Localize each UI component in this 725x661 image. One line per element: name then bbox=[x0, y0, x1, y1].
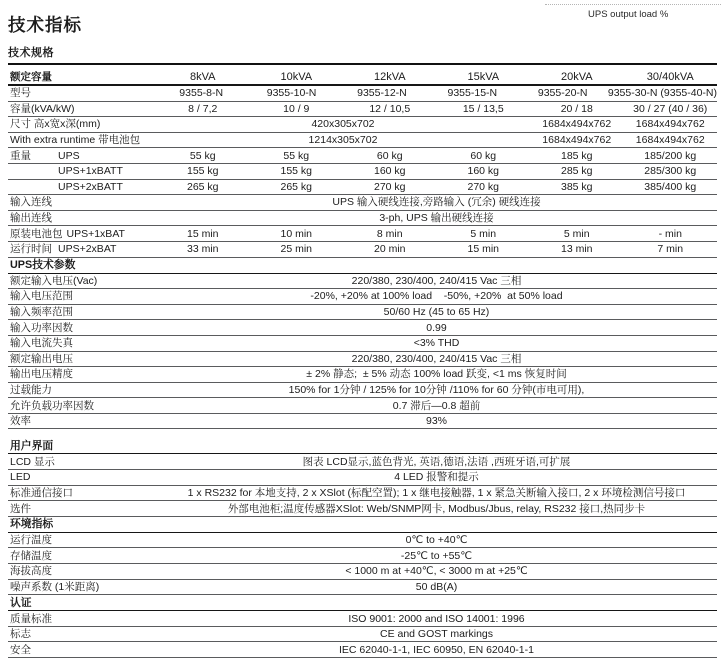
spec-row bbox=[8, 611, 717, 627]
section-header-row bbox=[8, 595, 717, 611]
row-value: ISO 9001: 2000 and ISO 14001: 1996 bbox=[348, 612, 525, 625]
spec-row bbox=[8, 274, 717, 290]
section-title: 认证 bbox=[10, 596, 32, 609]
row-values bbox=[156, 534, 717, 546]
row-value: -25℃ to +55℃ bbox=[400, 549, 473, 562]
row-label-cell bbox=[8, 487, 156, 499]
spec-row bbox=[8, 195, 717, 211]
row-label-cell bbox=[8, 290, 156, 302]
row-sublabel: UPS bbox=[58, 149, 80, 162]
spec-row bbox=[8, 470, 717, 486]
row-label-cell bbox=[8, 534, 156, 546]
spec-row bbox=[8, 336, 717, 352]
row-value: 185/200 kg bbox=[644, 149, 697, 162]
row-value: ± 2% 静态; ± 5% 动态 100% load 跃变, <1 ms 恢复时间 bbox=[306, 368, 567, 381]
section-header-row bbox=[8, 438, 717, 454]
row-label-cell bbox=[8, 353, 156, 365]
row-value: 285/300 kg bbox=[644, 165, 697, 178]
row-values bbox=[156, 368, 717, 380]
row-value: 60 kg bbox=[376, 149, 403, 162]
row-label-cell bbox=[8, 384, 156, 396]
row-value: IEC 62040-1-1, IEC 60950, EN 62040-1-1 bbox=[339, 643, 534, 656]
row-value: 1684x494x762 bbox=[635, 118, 705, 131]
row-value: 15 / 13,5 bbox=[462, 102, 504, 115]
header-label: 额定容量 bbox=[10, 70, 52, 83]
row-value: 1684x494x762 bbox=[542, 118, 612, 131]
row-label-cell bbox=[8, 150, 156, 162]
row-value: 1214x305x702 bbox=[308, 134, 378, 147]
row-values bbox=[156, 275, 717, 287]
row-value: 420x305x702 bbox=[311, 118, 375, 131]
row-values bbox=[156, 196, 717, 208]
column-header: 20kVA bbox=[560, 70, 593, 83]
row-value: 8 / 7,2 bbox=[188, 102, 218, 115]
row-value: <3% THD bbox=[413, 337, 460, 350]
spec-row bbox=[8, 211, 717, 227]
row-label: 过载能力 bbox=[10, 383, 52, 396]
row-value: 385/400 kg bbox=[644, 180, 697, 193]
row-label-cell bbox=[8, 503, 156, 515]
spec-row bbox=[8, 367, 717, 383]
row-label-cell bbox=[8, 165, 156, 177]
row-value: 9355-10-N bbox=[266, 87, 317, 100]
row-value: 160 kg bbox=[373, 165, 406, 178]
spec-table-body bbox=[8, 86, 717, 658]
row-values bbox=[156, 87, 717, 99]
row-value: 15 min bbox=[467, 243, 499, 256]
spec-row bbox=[8, 352, 717, 368]
row-value: 155 kg bbox=[186, 165, 219, 178]
row-sublabel: UPS+2xBAT bbox=[58, 243, 117, 256]
row-label: 型号 bbox=[10, 87, 31, 100]
row-label: 输入电压范围 bbox=[10, 290, 73, 303]
spec-row bbox=[8, 226, 717, 242]
spec-row bbox=[8, 486, 717, 502]
row-value: UPS 输入硬线连接,旁路输入 (冗余) 硬线连接 bbox=[332, 196, 541, 209]
row-values bbox=[156, 644, 717, 656]
row-value: 10 min bbox=[280, 227, 312, 240]
row-values bbox=[156, 134, 717, 146]
row-label-cell bbox=[8, 628, 156, 640]
chart-remnant-dotted-line bbox=[545, 4, 721, 5]
spec-row bbox=[8, 102, 717, 118]
row-value: 9355-15-N bbox=[447, 87, 498, 100]
row-value: 9355-30-N (9355-40-N) bbox=[607, 87, 718, 100]
row-value: 93% bbox=[425, 415, 447, 428]
row-values bbox=[156, 456, 717, 468]
row-value: 9355-12-N bbox=[357, 87, 407, 100]
row-value: 55 kg bbox=[189, 149, 216, 162]
spec-row bbox=[8, 242, 717, 258]
row-values bbox=[156, 165, 717, 177]
row-label-cell bbox=[8, 103, 156, 115]
row-label: 质量标准 bbox=[10, 612, 52, 625]
row-value: 265 kg bbox=[186, 180, 219, 193]
row-label: 安全 bbox=[10, 643, 31, 656]
row-value: 220/380, 230/400, 240/415 Vac 三相 bbox=[351, 274, 522, 287]
spec-row bbox=[8, 148, 717, 164]
section-title: 用户界面 bbox=[10, 439, 54, 452]
row-label: 标志 bbox=[10, 628, 31, 641]
column-header: 30/40kVA bbox=[646, 70, 694, 83]
row-label: 输入连线 bbox=[10, 196, 52, 209]
row-label: 重量 bbox=[10, 149, 31, 162]
spec-row bbox=[8, 164, 717, 180]
row-value: 265 kg bbox=[280, 180, 313, 193]
row-value: 7 min bbox=[657, 243, 684, 256]
row-label-cell bbox=[8, 118, 156, 130]
row-label-cell bbox=[8, 71, 156, 83]
row-value: 8 min bbox=[376, 227, 403, 240]
row-values bbox=[156, 353, 717, 365]
row-value: 60 kg bbox=[470, 149, 497, 162]
row-label-cell bbox=[8, 337, 156, 349]
row-label: 额定输出电压 bbox=[10, 352, 73, 365]
row-label: 容量(kVA/kW) bbox=[10, 102, 75, 115]
row-label-cell bbox=[8, 368, 156, 380]
row-values bbox=[156, 503, 717, 515]
column-header: 10kVA bbox=[280, 70, 313, 83]
row-values bbox=[156, 415, 717, 427]
row-label: 运行温度 bbox=[10, 534, 52, 547]
row-value: 0.99 bbox=[426, 321, 447, 334]
section-title: UPS技术参数 bbox=[10, 259, 76, 272]
row-value: - min bbox=[658, 227, 682, 240]
row-label: LED bbox=[10, 471, 31, 484]
spec-row bbox=[8, 320, 717, 336]
row-label: 输入电流失真 bbox=[10, 337, 73, 350]
row-value: 13 min bbox=[560, 243, 593, 256]
row-value: 30 / 27 (40 / 36) bbox=[633, 102, 708, 115]
row-values bbox=[156, 581, 717, 593]
row-value: 25 min bbox=[280, 243, 312, 256]
row-label-cell bbox=[8, 196, 156, 208]
row-label: 标准通信接口 bbox=[10, 486, 73, 499]
header-columns bbox=[156, 71, 717, 83]
row-label-cell bbox=[8, 243, 156, 255]
spec-row bbox=[8, 180, 717, 196]
row-label: 运行时间 bbox=[10, 243, 52, 256]
row-value: 50/60 Hz (45 to 65 Hz) bbox=[383, 306, 490, 319]
row-label-cell bbox=[8, 550, 156, 562]
column-header: 12kVA bbox=[373, 70, 406, 83]
row-value: < 1000 m at +40℃, < 3000 m at +25℃ bbox=[345, 565, 528, 578]
row-value: -20%, +20% at 100% load -50%, +20% at 50% load bbox=[310, 290, 563, 303]
spec-row bbox=[8, 86, 717, 102]
row-values bbox=[156, 471, 717, 483]
row-label: 选件 bbox=[10, 502, 31, 515]
row-values bbox=[156, 306, 717, 318]
row-label: 额定输入电压(Vac) bbox=[10, 274, 98, 287]
row-value: 5 min bbox=[563, 227, 590, 240]
spec-row bbox=[8, 414, 717, 430]
ups-output-load-note: UPS output load % bbox=[588, 9, 669, 20]
row-value: 3-ph, UPS 输出硬线连接 bbox=[379, 212, 494, 225]
row-label: 输入功率因数 bbox=[10, 321, 73, 334]
row-values bbox=[156, 181, 717, 193]
spec-row bbox=[8, 289, 717, 305]
section-header-row bbox=[8, 258, 717, 274]
row-values bbox=[156, 613, 717, 625]
row-label-cell bbox=[8, 306, 156, 318]
row-value: 50 dB(A) bbox=[415, 580, 458, 593]
row-label: 输入频率范围 bbox=[10, 306, 73, 319]
row-label-cell bbox=[8, 212, 156, 224]
row-value: 385 kg bbox=[560, 180, 593, 193]
row-values bbox=[156, 565, 717, 577]
row-value: 1 x RS232 for 本地支持, 2 x XSlot (标配空置); 1 x 继电接触器, 1 x 紧急关断输入接口, 2 x 环境检测信号接口 bbox=[187, 486, 686, 499]
row-value: 270 kg bbox=[467, 180, 500, 193]
row-value: 5 min bbox=[470, 227, 497, 240]
row-label: 海拔高度 bbox=[10, 565, 52, 578]
row-label: LCD 显示 bbox=[10, 455, 55, 468]
row-label-cell bbox=[8, 181, 156, 193]
spec-table bbox=[8, 69, 717, 658]
row-label-cell bbox=[8, 228, 156, 240]
spec-row bbox=[8, 548, 717, 564]
row-values bbox=[156, 337, 717, 349]
row-label: 尺寸 高x宽x深(mm) bbox=[10, 118, 101, 131]
row-value: 160 kg bbox=[467, 165, 500, 178]
row-value: 185 kg bbox=[560, 149, 593, 162]
spec-row bbox=[8, 305, 717, 321]
row-values bbox=[156, 243, 717, 255]
row-label-cell bbox=[8, 87, 156, 99]
row-value: 20 / 18 bbox=[560, 102, 593, 115]
row-label: 输出连线 bbox=[10, 212, 52, 225]
row-value: 4 LED 报警和提示 bbox=[394, 471, 479, 484]
row-values bbox=[156, 322, 717, 334]
column-header: 15kVA bbox=[467, 70, 500, 83]
row-values bbox=[156, 384, 717, 396]
row-label: 允许负载功率因数 bbox=[10, 399, 94, 412]
spec-row bbox=[8, 454, 717, 470]
row-label-cell bbox=[8, 471, 156, 483]
row-label-cell bbox=[8, 644, 156, 656]
row-label-cell bbox=[8, 415, 156, 427]
row-label-cell bbox=[8, 565, 156, 577]
row-sublabel: UPS+1xBATT bbox=[58, 165, 123, 178]
row-values bbox=[156, 103, 717, 115]
row-value: 20 min bbox=[373, 243, 406, 256]
row-label: With extra runtime 带电池包 bbox=[10, 134, 141, 147]
spec-row bbox=[8, 564, 717, 580]
row-value: 270 kg bbox=[373, 180, 406, 193]
row-label-cell bbox=[8, 322, 156, 334]
row-value: 55 kg bbox=[283, 149, 310, 162]
row-value: 1684x494x762 bbox=[542, 134, 612, 147]
spec-row bbox=[8, 133, 717, 149]
row-label: 原装电池包 bbox=[10, 227, 63, 240]
spec-row bbox=[8, 501, 717, 517]
row-value: 1684x494x762 bbox=[635, 134, 705, 147]
row-values bbox=[156, 400, 717, 412]
row-values bbox=[156, 550, 717, 562]
section-title: 环境指标 bbox=[10, 518, 54, 531]
row-value: CE and GOST markings bbox=[379, 628, 493, 641]
row-value: 285 kg bbox=[560, 165, 593, 178]
row-values bbox=[156, 628, 717, 640]
row-label-cell bbox=[8, 134, 156, 146]
spec-row bbox=[8, 533, 717, 549]
row-value: 155 kg bbox=[280, 165, 313, 178]
row-sublabel: UPS+1xBAT bbox=[66, 227, 125, 240]
page-subtitle: 技术规格 bbox=[8, 44, 717, 65]
spec-row bbox=[8, 642, 717, 658]
column-header: 8kVA bbox=[190, 70, 216, 83]
row-value: 220/380, 230/400, 240/415 Vac 三相 bbox=[351, 352, 522, 365]
row-value: 图表 LCD显示,蓝色背光, 英语,德语,法语 ,西班牙语,可扩展 bbox=[302, 455, 571, 468]
row-value: 0℃ to +40℃ bbox=[405, 534, 468, 547]
row-values bbox=[156, 228, 717, 240]
row-values bbox=[156, 118, 717, 130]
spec-row bbox=[8, 398, 717, 414]
section-header-row bbox=[8, 517, 717, 533]
spec-row bbox=[8, 627, 717, 643]
row-label-cell bbox=[8, 581, 156, 593]
row-value: 9355-20-N bbox=[537, 87, 588, 100]
row-value: 0.7 滞后—0.8 超前 bbox=[392, 399, 481, 412]
row-sublabel: UPS+2xBATT bbox=[58, 180, 123, 193]
row-label: 存储温度 bbox=[10, 549, 52, 562]
row-values bbox=[156, 487, 717, 499]
table-header-row bbox=[8, 69, 717, 86]
page-title: 技术指标 bbox=[8, 15, 82, 35]
row-value: 9355-8-N bbox=[179, 87, 224, 100]
row-label-cell bbox=[8, 400, 156, 412]
row-value: 33 min bbox=[186, 243, 219, 256]
row-label: 噪声系数 (1米距离) bbox=[10, 580, 100, 593]
row-label: 输出电压精度 bbox=[10, 368, 73, 381]
row-value: 12 / 10,5 bbox=[369, 102, 411, 115]
row-values bbox=[156, 150, 717, 162]
row-value: 150% for 1分钟 / 125% for 10分钟 /110% for 60 分钟(市电可用), bbox=[288, 383, 585, 396]
spec-row bbox=[8, 580, 717, 596]
row-label: 效率 bbox=[10, 415, 31, 428]
row-value: 10 / 9 bbox=[283, 102, 310, 115]
row-label-cell bbox=[8, 456, 156, 468]
row-label-cell bbox=[8, 613, 156, 625]
spec-row bbox=[8, 383, 717, 399]
row-label-cell bbox=[8, 275, 156, 287]
row-values bbox=[156, 212, 717, 224]
row-values bbox=[156, 290, 717, 302]
row-value: 外部电池柜;温度传感器XSlot: Web/SNMP网卡, Modbus/Jbus, relay, RS232 接口,热同步卡 bbox=[227, 502, 646, 515]
spec-row bbox=[8, 117, 717, 133]
row-value: 15 min bbox=[186, 227, 219, 240]
